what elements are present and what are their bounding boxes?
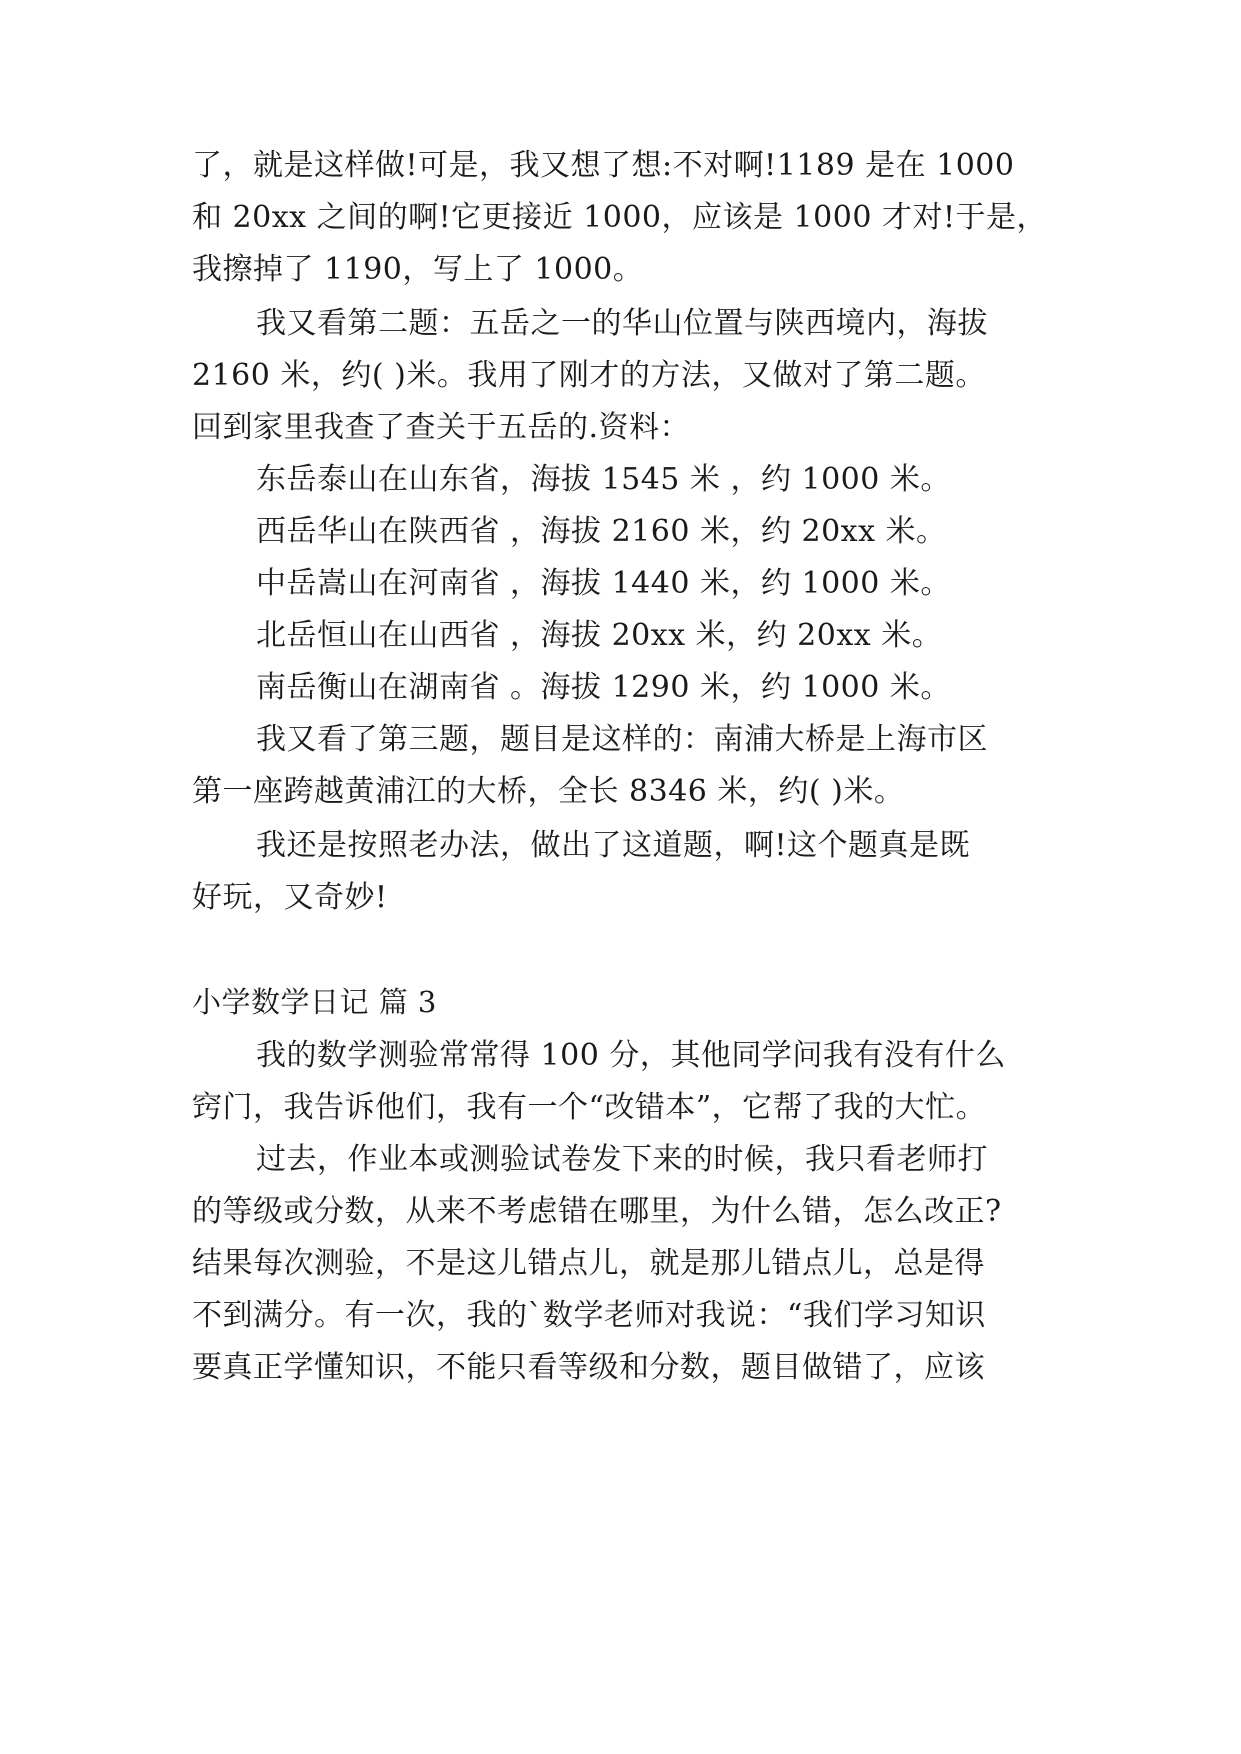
text-line: 要真正学懂知识，不能只看等级和分数，题目做错了，应该 xyxy=(192,1350,985,1385)
section-title: 小学数学日记 篇 3 xyxy=(192,985,437,1019)
text-line: 2160 米，约( )米。我用了刚才的方法，又做对了第二题。 xyxy=(192,358,986,393)
text-line: 的等级或分数，从来不考虑错在哪里，为什么错，怎么改正? xyxy=(192,1194,1002,1229)
mountain-entry: 西岳华山在陕西省 ，海拔 2160 米，约 20xx 米。 xyxy=(256,514,947,549)
text-line: 窍门，我告诉他们，我有一个“改错本”，它帮了我的大忙。 xyxy=(192,1090,987,1125)
text-line: 回到家里我查了查关于五岳的.资料： xyxy=(192,410,691,445)
paragraph-start: 我又看了第三题，题目是这样的：南浦大桥是上海市区 xyxy=(256,722,988,757)
text-line: 和 20xx 之间的啊!它更接近 1000，应该是 1000 才对!于是， xyxy=(192,200,1047,235)
text-line: 结果每次测验，不是这儿错点儿，就是那儿错点儿，总是得 xyxy=(192,1246,985,1281)
mountain-entry: 东岳泰山在山东省，海拔 1545 米 ，约 1000 米。 xyxy=(256,462,951,497)
paragraph-start: 过去，作业本或测验试卷发下来的时候，我只看老师打 xyxy=(256,1142,988,1177)
mountain-entry: 北岳恒山在山西省 ，海拔 20xx 米，约 20xx 米。 xyxy=(256,618,943,653)
text-line: 我擦掉了 1190，写上了 1000。 xyxy=(192,252,644,287)
paragraph-start: 我的数学测验常常得 100 分，其他同学问我有没有什么 xyxy=(256,1038,1006,1073)
text-line: 了，就是这样做!可是，我又想了想:不对啊!1189 是在 1000 xyxy=(192,148,1015,183)
paragraph-start: 我还是按照老办法，做出了这道题，啊!这个题真是既 xyxy=(256,828,971,863)
mountain-entry: 中岳嵩山在河南省 ，海拔 1440 米，约 1000 米。 xyxy=(256,566,951,601)
mountain-entry: 南岳衡山在湖南省 。海拔 1290 米，约 1000 米。 xyxy=(256,670,951,705)
text-line: 第一座跨越黄浦江的大桥，全长 8346 米，约( )米。 xyxy=(192,774,905,809)
text-line: 不到满分。有一次，我的`数学老师对我说：“我们学习知识 xyxy=(192,1298,986,1333)
paragraph-start: 我又看第二题：五岳之一的华山位置与陕西境内，海拔 xyxy=(256,306,988,341)
text-line: 好玩，又奇妙! xyxy=(192,880,388,915)
